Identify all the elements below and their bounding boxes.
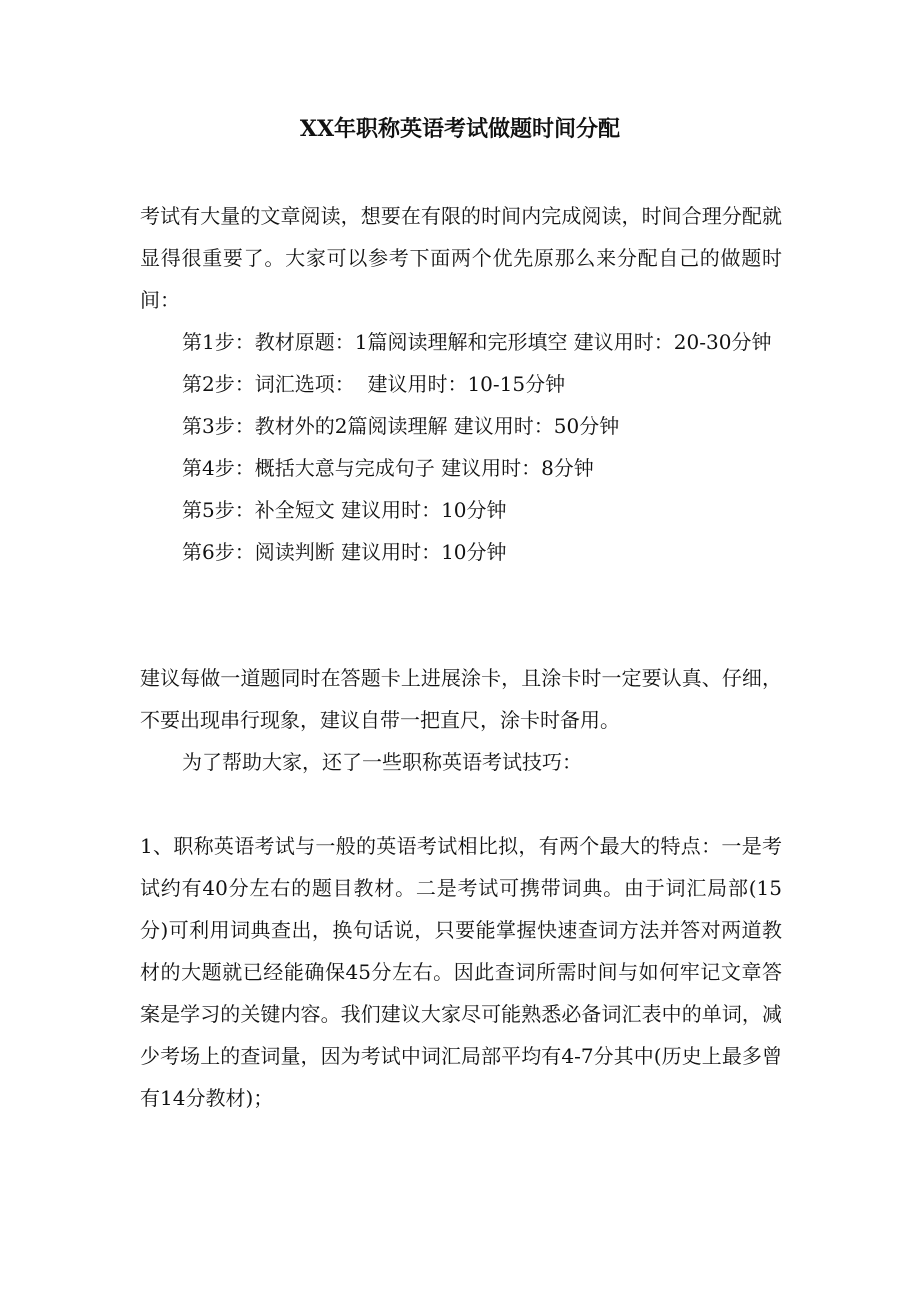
step-list [140, 321, 782, 573]
help-intro-paragraph: 为了帮助大家，还了一些职称英语考试技巧： [182, 750, 582, 774]
step-item-4: 第4步：概括大意与完成句子 建议用时：8分钟 [182, 456, 594, 480]
step-item-3: 第3步：教材外的2篇阅读理解 建议用时：50分钟 [182, 414, 620, 438]
advice-paragraph: 建议每做一道题同时在答题卡上进展涂卡，且涂卡时一定要认真、仔细，不要出现串行现象，建议自带一把直尺，涂卡时备用。 [140, 666, 782, 732]
step-item-6: 第6步：阅读判断 建议用时：10分钟 [182, 540, 507, 564]
document-title: XX年职称英语考试做题时间分配 [299, 116, 621, 142]
intro-paragraph: 考试有大量的文章阅读，想要在有限的时间内完成阅读，时间合理分配就显得很重要了。大家可以参考下面两个优先原那么来分配自己的做题时间： [140, 204, 782, 312]
step-item-1: 第1步：教材原题：1篇阅读理解和完形填空 建议用时：20-30分钟 [182, 330, 772, 354]
tip-paragraph-1: 1、职称英语考试与一般的英语考试相比拟，有两个最大的特点：一是考试约有40分左右的题目教材。二是考试可携带词典。由于词汇局部(15分)可利用词典查出，换句话说，只要能掌握快速查词方法并答对两道教材的大题就已经能确保45分左右。因此查词所需时间与如何牢记文章答案是学习的关键内容。我们建议大家尽可能熟悉必备词汇表中的单词，减少考场上的查词量，因为考试中词汇局部平均有4-7分其中(历史上最多曾有14分教材)； [140, 834, 782, 1110]
step-item-2: 第2步：词汇选项： 建议用时：10-15分钟 [182, 372, 566, 396]
step-item-5: 第5步：补全短文 建议用时：10分钟 [182, 498, 507, 522]
